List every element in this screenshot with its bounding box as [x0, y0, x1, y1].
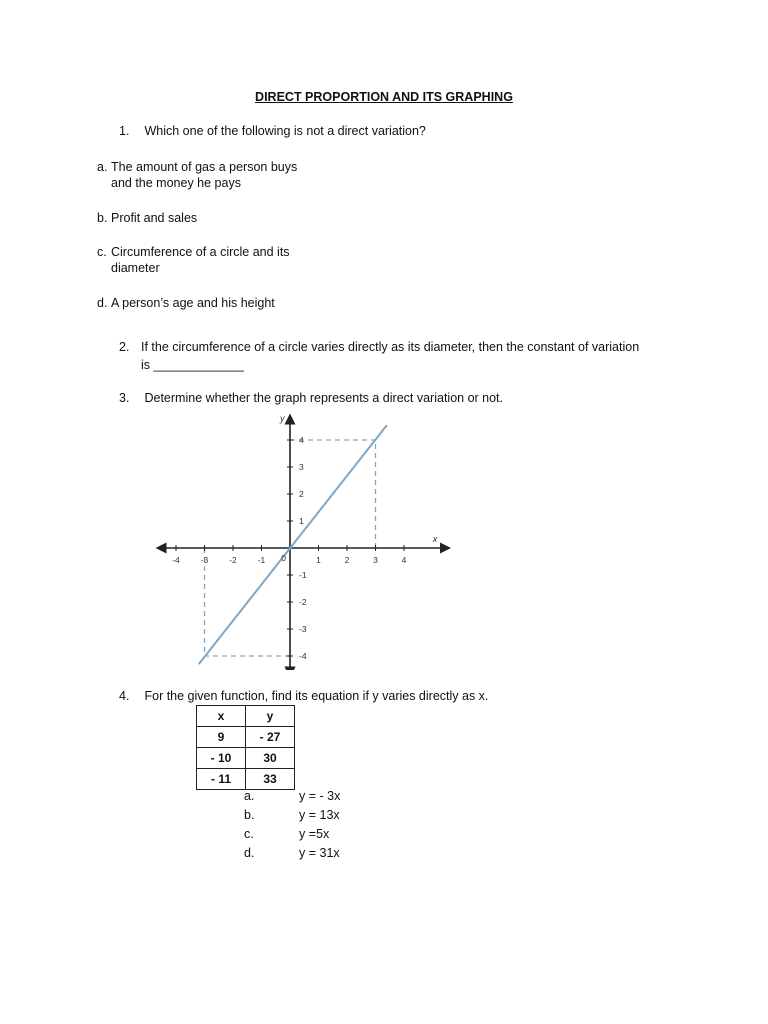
direct-variation-line	[199, 425, 387, 664]
y-tick-label: 3	[299, 462, 304, 472]
choice-value: y = 13x	[299, 808, 340, 822]
table-row	[197, 769, 295, 790]
table-cell: 30	[246, 748, 295, 769]
x-tick-label: 1	[316, 555, 321, 565]
table-cell: - 27	[246, 727, 295, 748]
question-4-number: 4.	[119, 689, 130, 703]
y-tick-label: -4	[299, 651, 307, 661]
table-header-x: x	[197, 706, 246, 727]
table-cell: 9	[197, 727, 246, 748]
choice-letter: b.	[244, 808, 255, 822]
x-tick-label: -4	[172, 555, 180, 565]
origin-label: 0	[281, 553, 286, 563]
direct-variation-graph	[148, 404, 454, 670]
x-tick-label: 3	[373, 555, 378, 565]
choice-b	[244, 808, 340, 822]
option-text: Profit and sales	[111, 211, 198, 225]
x-tick-label: 4	[401, 555, 407, 565]
x-tick-label: -1	[257, 555, 266, 565]
y-tick-label: -2	[299, 597, 307, 607]
y-tick-label: 2	[299, 489, 304, 499]
question-3-text: Determine whether the graph represents a direct variation or not.	[144, 391, 504, 405]
function-table	[196, 705, 295, 790]
option-text: The amount of gas a person buys	[111, 160, 298, 174]
table-header-y: y	[246, 706, 295, 727]
option-text: A person’s age and his height	[111, 296, 275, 310]
choice-value: y =5x	[299, 827, 330, 841]
page-title: DIRECT PROPORTION AND ITS GRAPHING	[255, 90, 513, 104]
option-letter: c.	[97, 245, 107, 259]
x-tick-label: 2	[344, 555, 350, 565]
option-text-line2: diameter	[111, 261, 160, 275]
choice-letter: c.	[244, 827, 254, 841]
question-2-blank: is _____________	[141, 358, 244, 372]
option-1a	[97, 159, 297, 191]
table-header-row	[197, 706, 295, 727]
option-text-line2: and the money he pays	[111, 176, 241, 190]
choice-c	[244, 827, 329, 841]
choice-value: y = 31x	[299, 846, 340, 860]
question-4-text: For the given function, find its equation if y varies directly as x.	[144, 689, 489, 703]
option-text: Circumference of a circle and its	[111, 245, 290, 259]
option-letter: b.	[97, 211, 108, 225]
x-axis-label: x	[432, 534, 438, 544]
option-letter: a.	[97, 160, 108, 174]
question-4	[119, 689, 488, 703]
choice-a	[244, 789, 340, 803]
table-row	[197, 727, 295, 748]
y-tick-label: 4	[299, 435, 304, 445]
x-tick-label: -3	[200, 555, 209, 565]
question-3-number: 3.	[119, 391, 130, 405]
option-letter: d.	[97, 296, 108, 310]
question-1	[119, 124, 426, 138]
y-axis-label: y	[280, 413, 285, 424]
table-row	[197, 748, 295, 769]
option-1c	[97, 244, 290, 276]
y-tick-label: -3	[299, 624, 307, 634]
question-1-number: 1.	[119, 124, 130, 138]
y-tick-label: -1	[299, 570, 307, 580]
option-1d	[97, 295, 275, 311]
choice-letter: d.	[244, 846, 255, 860]
table-cell: - 10	[197, 748, 246, 769]
question-3	[119, 391, 503, 405]
question-1-text: Which one of the following is not a direct variation?	[144, 124, 426, 138]
option-1b	[97, 210, 197, 226]
choice-value: y = - 3x	[299, 789, 341, 803]
question-2	[119, 338, 639, 374]
table-cell: 33	[246, 769, 295, 790]
question-2-text: If the circumference of a circle varies directly as its diameter, then the constant of variation	[141, 340, 640, 354]
table-cell: - 11	[197, 769, 246, 790]
x-tick-label: -2	[229, 555, 237, 565]
question-2-number: 2.	[119, 340, 130, 354]
choice-d	[244, 846, 340, 860]
y-tick-label: 1	[299, 516, 304, 526]
choice-letter: a.	[244, 789, 255, 803]
